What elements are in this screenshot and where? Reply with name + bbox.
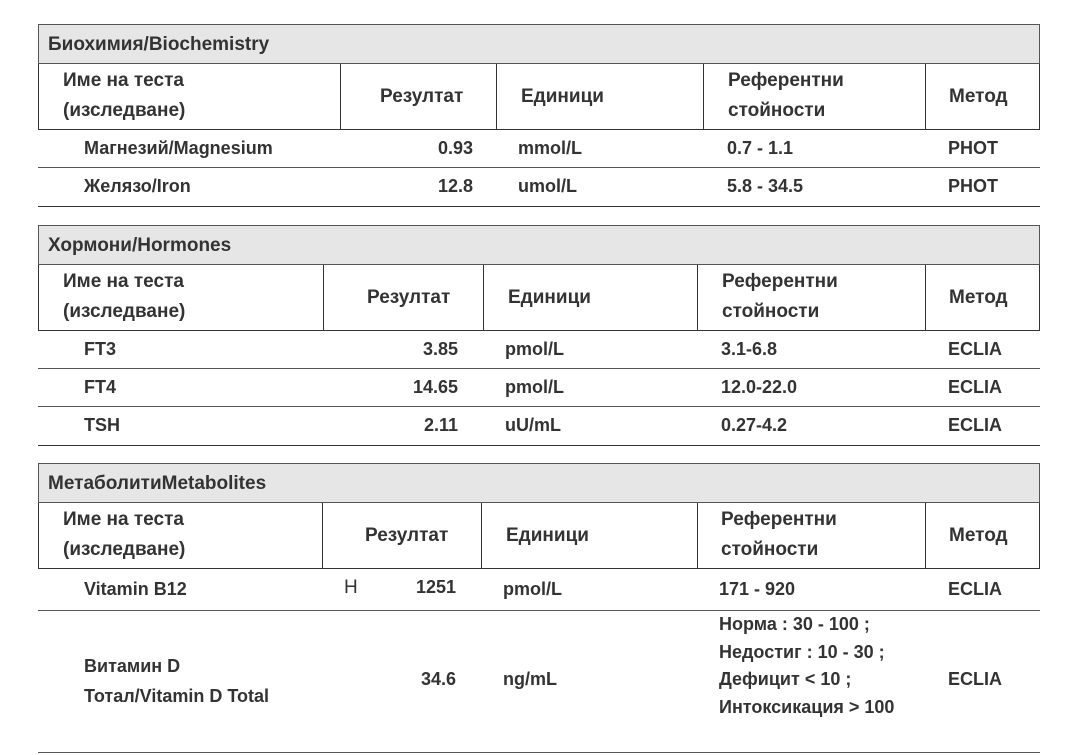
header-method: Метод — [949, 287, 1008, 308]
table-row — [38, 407, 1040, 446]
header-units: Единици — [506, 525, 589, 546]
table-header — [38, 64, 1040, 130]
section-title: Хормони/Hormones — [38, 225, 1040, 265]
header-method: Метод — [949, 525, 1008, 546]
units: pmol/L — [505, 377, 564, 397]
method: PHOT — [948, 176, 999, 196]
test-name: FT3 — [84, 339, 117, 359]
table-row — [38, 331, 1040, 369]
test-name: Витамин D Тотал/Vitamin D Total — [84, 656, 270, 706]
section-biochemistry — [38, 24, 1040, 208]
reference-range: 5.8 - 34.5 — [727, 176, 804, 196]
method: ECLIA — [948, 579, 1002, 599]
result-value: 3.85 — [422, 339, 458, 359]
result-value: 1251 — [415, 577, 456, 597]
result-value: 34.6 — [420, 669, 456, 689]
result-value: 2.11 — [423, 415, 458, 435]
table-row — [38, 130, 1040, 168]
result-value: 14.65 — [412, 377, 458, 397]
section-title: Биохимия/Biochemistry — [38, 24, 1040, 64]
table-row — [38, 569, 1040, 611]
method: ECLIA — [948, 377, 1002, 397]
test-name: Магнезий/Magnesium — [84, 138, 273, 158]
reference-range: 3.1-6.8 — [721, 339, 778, 359]
units: uU/mL — [505, 415, 561, 435]
header-units: Единици — [521, 86, 604, 107]
table-header — [38, 265, 1040, 331]
units: ng/mL — [503, 669, 557, 689]
test-name: Желязо/Iron — [84, 176, 191, 196]
test-name: FT4 — [84, 377, 117, 397]
reference-range: 12.0-22.0 — [721, 377, 798, 397]
method: ECLIA — [948, 415, 1002, 435]
header-ref: Референтни стойности — [728, 70, 844, 121]
table-row — [38, 168, 1040, 207]
table-row — [38, 369, 1040, 407]
table-row — [38, 611, 1040, 753]
abnormal-flag: H — [344, 577, 358, 598]
result-value: 12.8 — [437, 176, 473, 196]
test-name: Vitamin B12 — [84, 579, 187, 599]
units: mmol/L — [518, 138, 583, 158]
reference-range: 171 - 920 — [719, 579, 796, 599]
method: PHOT — [948, 138, 999, 158]
header-ref: Референтни стойности — [722, 271, 838, 322]
section-metabolites — [38, 463, 1040, 755]
method: ECLIA — [948, 669, 1002, 689]
table-header — [38, 503, 1040, 569]
reference-range: Норма : 30 - 100 ; Недостиг : 10 - 30 ; Дефицит < 10 ; Интоксикация > 100 — [719, 614, 895, 717]
header-name: Име на теста (изследване) — [63, 70, 186, 121]
header-method: Метод — [949, 86, 1008, 107]
units: pmol/L — [503, 579, 562, 599]
header-result: Резултат — [365, 525, 449, 546]
reference-range: 0.7 - 1.1 — [727, 138, 794, 158]
section-title: МетаболитиMetabolites — [38, 463, 1040, 503]
method: ECLIA — [948, 339, 1002, 359]
test-name: TSH — [84, 415, 120, 435]
reference-range: 0.27-4.2 — [721, 415, 788, 435]
units: umol/L — [518, 176, 577, 196]
header-result: Резултат — [367, 287, 451, 308]
header-name: Име на теста (изследване) — [63, 271, 186, 322]
header-result: Резултат — [380, 86, 464, 107]
units: pmol/L — [505, 339, 564, 359]
section-hormones — [38, 225, 1040, 447]
header-units: Единици — [508, 287, 591, 308]
header-ref: Референтни стойности — [721, 509, 837, 560]
header-name: Име на теста (изследване) — [63, 509, 186, 560]
result-value: 0.93 — [437, 138, 473, 158]
